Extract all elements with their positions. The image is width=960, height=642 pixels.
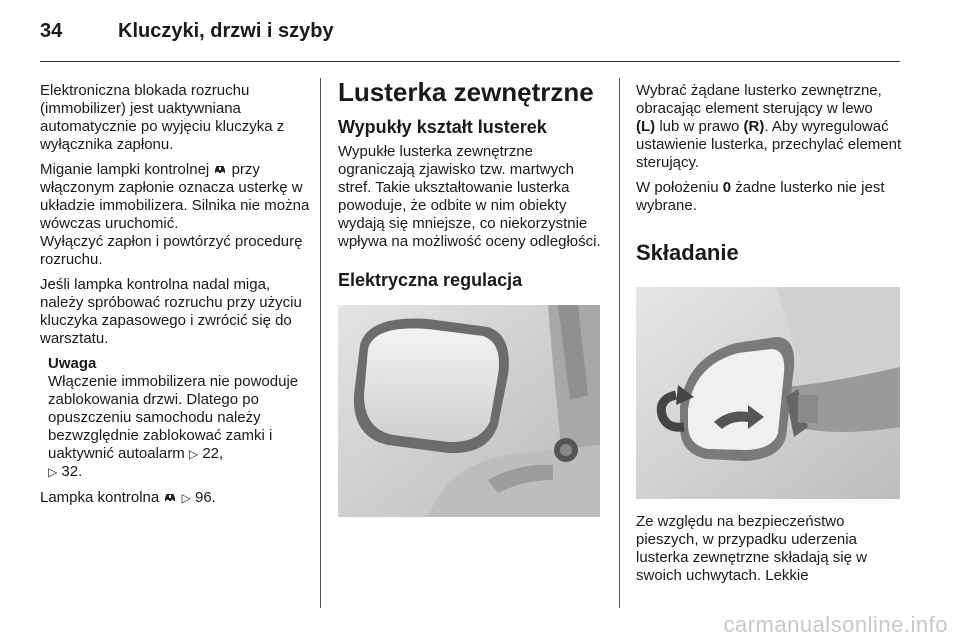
paragraph-folding: Ze względu na bezpieczeństwo pieszych, w przypadku uderzenia lusterka zewnętrzne składają się w swoich uchwytach. Lekkie: [636, 513, 867, 584]
paragraph-immobilizer: Elektroniczna blokada rozruchu (immobilizer) jest uaktywniana automatycznie po wyjęciu kluczyka z wyłącznika zapłonu.: [40, 82, 285, 153]
column-right: [636, 82, 902, 592]
car-key-icon: [163, 491, 177, 503]
note-title: Uwaga: [48, 355, 97, 372]
column-divider-2: [619, 78, 620, 608]
paragraph-position-zero: W położeniu 0 żadne lusterko nie jest wybrane.: [636, 179, 885, 214]
column-left: [40, 82, 312, 514]
ref-arrow-icon: ▷: [188, 447, 199, 461]
car-key-icon: [213, 163, 227, 175]
mirror-fold-illustration: [636, 287, 900, 499]
paragraph-select-mirror: Wybrać żądane lusterko zewnętrzne, obracając element sterujący w lewo (L) lub w prawo (R). Aby wyregulować ustawienie lusterka, przechylać element sterujący.: [636, 82, 902, 171]
chapter-title: Kluczyki, drzwi i szyby: [118, 20, 334, 42]
page-number: 34: [40, 20, 63, 42]
subheading-electric: Elektryczna regulacja: [338, 270, 523, 290]
column-divider-1: [320, 78, 321, 608]
note-box: [48, 355, 312, 481]
paragraph-spare-key: Jeśli lampka kontrolna nadal miga, należy spróbować rozruchu przy użyciu kluczyka zapasowego i zwrócić się do warsztatu.: [40, 276, 302, 347]
paragraph-convex: Wypukłe lusterka zewnętrzne ograniczają zjawisko tzw. martwych stref. Takie ukształtowanie lusterka powoduje, że odbite w nim obiekty wydają się mniejsze, co niekorzystnie wpływa na możliwość oceny odległości.: [338, 143, 601, 250]
subheading-convex: Wypukły kształt lusterek: [338, 117, 547, 137]
section-heading-folding: Składanie: [636, 240, 739, 265]
mirror-adjust-illustration: [338, 305, 600, 517]
ref-arrow-icon: ▷: [181, 491, 191, 505]
watermark: carmanualsonline.info: [723, 612, 948, 637]
section-heading-mirrors: Lusterka zewnętrzne: [338, 77, 594, 107]
paragraph-warning-light: Miganie lampki kontrolnej przy włączonym zapłonie oznacza usterkę w układzie immobilizera. Silnika nie można wówczas uruchomić. Wyłączyć zapłon i powtórzyć procedurę rozruchu.: [40, 161, 310, 268]
header-rule: [40, 61, 900, 62]
page-header: [0, 0, 960, 60]
ref-arrow-icon: ▷: [48, 465, 58, 479]
column-middle: [338, 77, 606, 517]
paragraph-control-light: Lampka kontrolna ▷ 96.: [40, 489, 216, 506]
note-text: Włączenie immobilizera nie powoduje zablokowania drzwi. Dlatego po opuszczeniu samochodu należy bezwzględnie zablokować zamki i uaktywnić autoalarm ▷ 22, ▷ 32.: [48, 373, 299, 480]
